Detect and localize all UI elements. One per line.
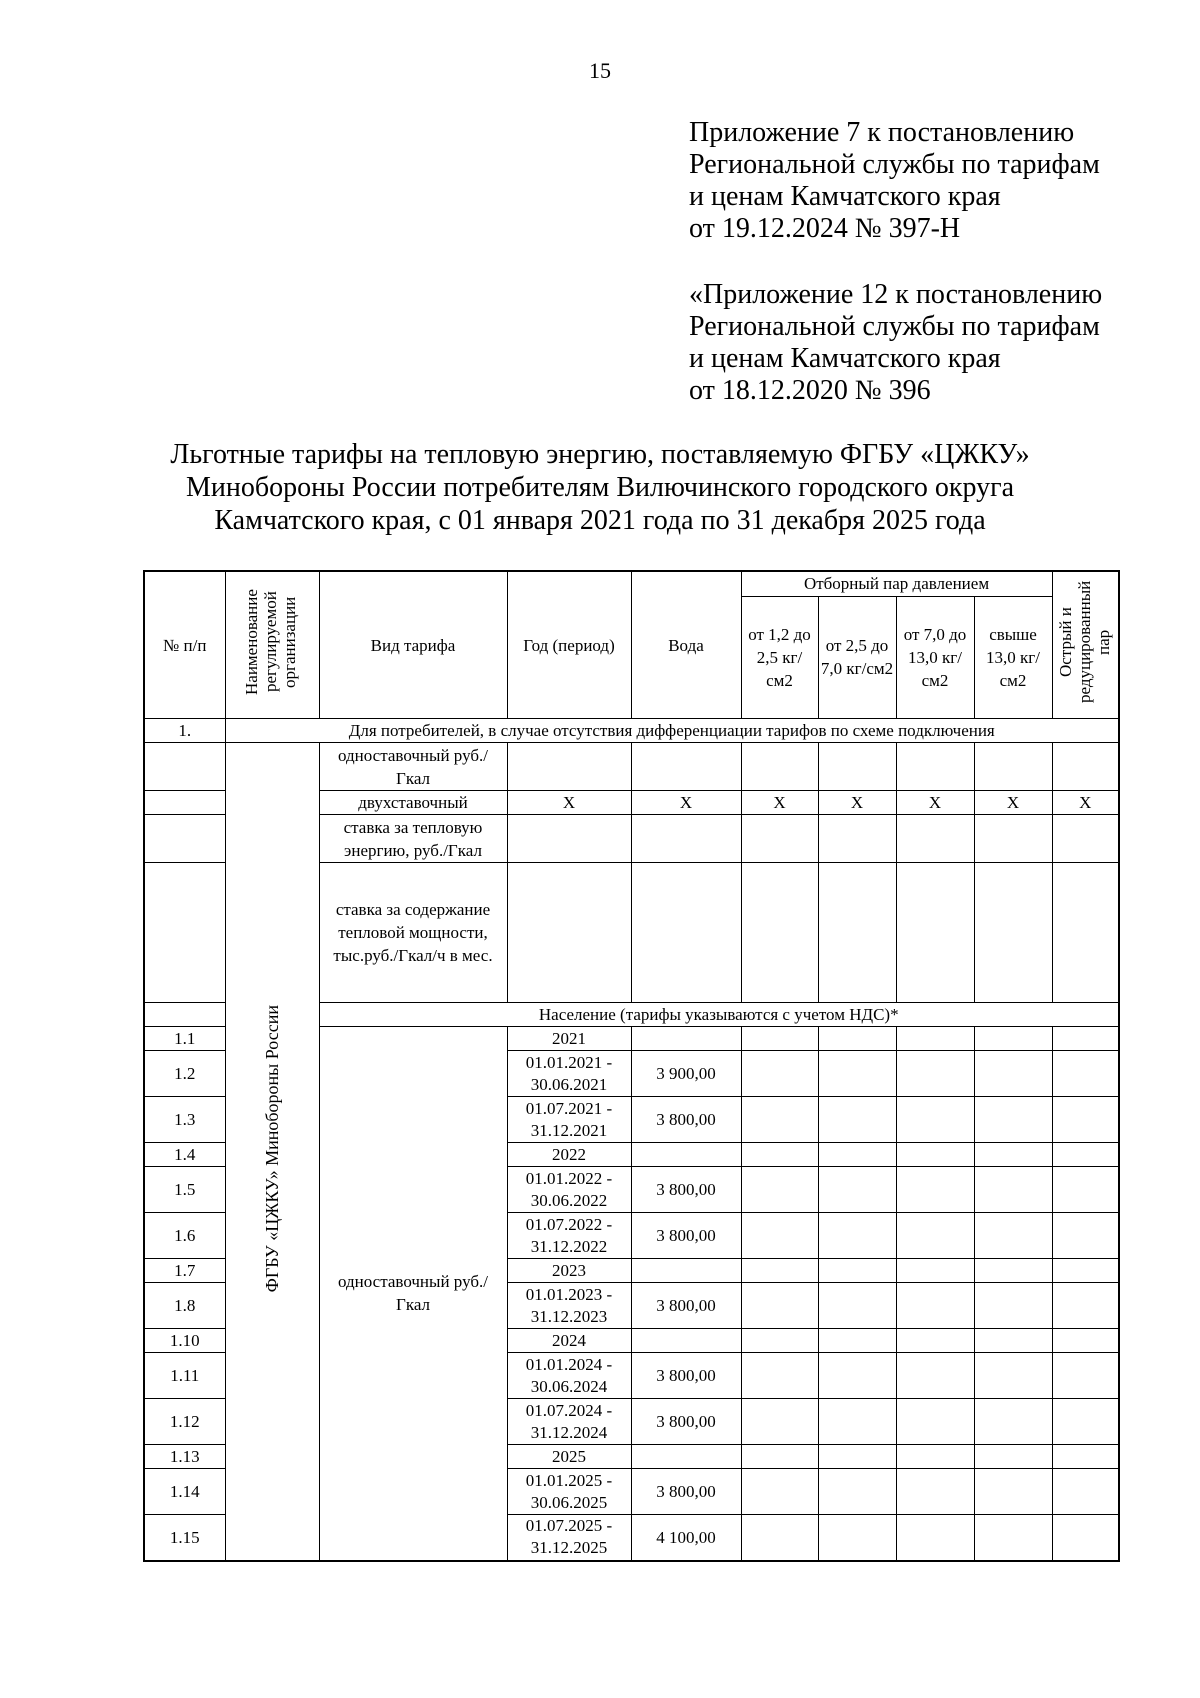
cell-empty — [818, 1283, 896, 1329]
cell-empty — [818, 1445, 896, 1469]
cell-empty — [896, 1143, 974, 1167]
cell-empty — [741, 1167, 818, 1213]
cell-empty — [896, 1027, 974, 1051]
row-num: 1.4 — [144, 1143, 225, 1167]
row-period: 2021 — [507, 1027, 631, 1051]
row-period: 01.07.2021 - 31.12.2021 — [507, 1097, 631, 1143]
cell-empty — [507, 743, 631, 791]
row-num: 1.5 — [144, 1167, 225, 1213]
cell-empty — [974, 1097, 1052, 1143]
cell-empty — [974, 1445, 1052, 1469]
header-org-text: Наименование регулируемой организации — [242, 589, 299, 695]
cell-empty — [896, 1353, 974, 1399]
cell-x: X — [818, 791, 896, 815]
cell-x: X — [631, 791, 741, 815]
row-period: 01.01.2023 - 31.12.2023 — [507, 1283, 631, 1329]
appendix-line: Региональной службы по тарифам — [689, 311, 1100, 342]
cell-empty — [974, 1353, 1052, 1399]
cell-empty — [818, 1213, 896, 1259]
cell-empty — [144, 1003, 225, 1027]
row-period: 01.07.2024 - 31.12.2024 — [507, 1399, 631, 1445]
cell-empty — [818, 815, 896, 863]
header-tariff-type: Вид тарифа — [319, 571, 507, 719]
page-number: 15 — [589, 58, 611, 83]
cell-x: X — [1052, 791, 1119, 815]
row-water: 3 800,00 — [631, 1469, 741, 1515]
cell-empty — [974, 1283, 1052, 1329]
tariff-table — [143, 570, 1120, 1562]
row-num: 1.2 — [144, 1051, 225, 1097]
section-row — [144, 719, 1119, 743]
cell-empty — [818, 1027, 896, 1051]
row-water: 3 800,00 — [631, 1399, 741, 1445]
cell-empty — [974, 1051, 1052, 1097]
row-water: 3 900,00 — [631, 1051, 741, 1097]
row-num: 1.12 — [144, 1399, 225, 1445]
cell-empty — [896, 1515, 974, 1561]
cell-empty — [741, 1515, 818, 1561]
cell-empty — [896, 1445, 974, 1469]
cell-empty — [631, 743, 741, 791]
cell-empty — [1052, 1469, 1119, 1515]
appendix-line: Региональной службы по тарифам — [689, 149, 1100, 180]
row-period: 2025 — [507, 1445, 631, 1469]
header-sharp-steam-text: Острый и редуцированный пар — [1056, 580, 1114, 704]
header-org — [225, 571, 319, 719]
row-water: 3 800,00 — [631, 1283, 741, 1329]
cell-empty — [896, 1259, 974, 1283]
cell-empty — [974, 1213, 1052, 1259]
row-num: 1.15 — [144, 1515, 225, 1561]
cell-empty — [741, 1469, 818, 1515]
cell-empty — [144, 791, 225, 815]
row-num: 1.7 — [144, 1259, 225, 1283]
cell-empty — [144, 815, 225, 863]
cell-empty — [818, 1143, 896, 1167]
cell-empty — [974, 863, 1052, 1003]
cell-empty — [974, 815, 1052, 863]
row-num: 1.3 — [144, 1097, 225, 1143]
row-water: 3 800,00 — [631, 1213, 741, 1259]
cell-empty — [896, 1213, 974, 1259]
section-title: Для потребителей, в случае отсутствия дифференциации тарифов по схеме подключения — [225, 719, 1119, 743]
cell-empty — [896, 1051, 974, 1097]
tariff-energy-rate: ставка за тепловую энергию, руб./Гкал — [319, 815, 507, 863]
cell-empty — [1052, 863, 1119, 1003]
row-period: 01.01.2024 - 30.06.2024 — [507, 1353, 631, 1399]
cell-empty — [974, 1167, 1052, 1213]
header-sharp-steam — [1052, 571, 1119, 719]
row-water — [631, 1027, 741, 1051]
row-water — [631, 1143, 741, 1167]
cell-empty — [741, 743, 818, 791]
population-title: Население (тарифы указываются с учетом НДС)* — [319, 1003, 1119, 1027]
header-steam-group: Отборный пар давлением — [741, 571, 1052, 596]
cell-empty — [1052, 1445, 1119, 1469]
org-cell — [225, 743, 319, 1561]
cell-empty — [1052, 1515, 1119, 1561]
cell-empty — [1052, 743, 1119, 791]
tariff-two-rate: двухставочный — [319, 791, 507, 815]
cell-empty — [818, 1259, 896, 1283]
cell-empty — [1052, 1399, 1119, 1445]
row-period: 2022 — [507, 1143, 631, 1167]
appendix-current — [689, 117, 1100, 245]
cell-empty — [896, 743, 974, 791]
cell-empty — [1052, 1027, 1119, 1051]
cell-empty — [896, 1283, 974, 1329]
cell-x: X — [896, 791, 974, 815]
cell-empty — [974, 1399, 1052, 1445]
title-line: Камчатского края, с 01 января 2021 года по 31 декабря 2025 года — [214, 505, 986, 536]
cell-empty — [741, 1445, 818, 1469]
cell-empty — [896, 815, 974, 863]
cell-empty — [896, 1329, 974, 1353]
cell-empty — [818, 1329, 896, 1353]
row-num: 1.14 — [144, 1469, 225, 1515]
row-period: 01.01.2025 - 30.06.2025 — [507, 1469, 631, 1515]
row-num: 1.10 — [144, 1329, 225, 1353]
cell-empty — [1052, 1097, 1119, 1143]
cell-empty — [507, 815, 631, 863]
cell-empty — [507, 863, 631, 1003]
cell-empty — [741, 1143, 818, 1167]
cell-empty — [896, 1399, 974, 1445]
cell-empty — [741, 1329, 818, 1353]
cell-empty — [1052, 1283, 1119, 1329]
cell-empty — [1052, 1259, 1119, 1283]
cell-empty — [896, 1097, 974, 1143]
title-line: Льготные тарифы на тепловую энергию, поставляемую ФГБУ «ЦЖКУ» — [170, 439, 1030, 470]
appendix-line: от 18.12.2020 № 396 — [689, 375, 931, 406]
cell-empty — [741, 1213, 818, 1259]
appendix-line: и ценам Камчатского края — [689, 181, 1001, 212]
row-num: 1.6 — [144, 1213, 225, 1259]
cell-empty — [144, 743, 225, 791]
table-row — [144, 743, 1119, 791]
row-water: 3 800,00 — [631, 1167, 741, 1213]
appendix-line: и ценам Камчатского края — [689, 343, 1001, 374]
header-num: № п/п — [144, 571, 225, 719]
appendix-line: «Приложение 12 к постановлению — [689, 279, 1103, 310]
header-steam-1: от 1,2 до 2,5 кг/см2 — [741, 596, 818, 719]
cell-empty — [818, 863, 896, 1003]
appendix-line: от 19.12.2024 № 397-Н — [689, 213, 961, 244]
cell-empty — [818, 1167, 896, 1213]
cell-empty — [631, 863, 741, 1003]
cell-empty — [741, 1283, 818, 1329]
header-water: Вода — [631, 571, 741, 719]
population-tariff-type: одноставочный руб./Гкал — [319, 1027, 507, 1561]
header-year: Год (период) — [507, 571, 631, 719]
cell-empty — [1052, 1051, 1119, 1097]
row-water: 4 100,00 — [631, 1515, 741, 1561]
section-num: 1. — [144, 719, 225, 743]
row-water — [631, 1445, 741, 1469]
header-steam-4: свыше 13,0 кг/см2 — [974, 596, 1052, 719]
cell-empty — [974, 1469, 1052, 1515]
row-water — [631, 1329, 741, 1353]
row-period: 2024 — [507, 1329, 631, 1353]
cell-empty — [741, 815, 818, 863]
cell-x: X — [507, 791, 631, 815]
row-water: 3 800,00 — [631, 1353, 741, 1399]
cell-empty — [144, 863, 225, 1003]
cell-empty — [974, 1027, 1052, 1051]
row-water: 3 800,00 — [631, 1097, 741, 1143]
cell-empty — [896, 1469, 974, 1515]
row-num: 1.13 — [144, 1445, 225, 1469]
cell-empty — [631, 815, 741, 863]
cell-empty — [1052, 1213, 1119, 1259]
cell-empty — [818, 1469, 896, 1515]
row-period: 2023 — [507, 1259, 631, 1283]
cell-empty — [818, 1515, 896, 1561]
cell-empty — [974, 1329, 1052, 1353]
row-period: 01.01.2022 - 30.06.2022 — [507, 1167, 631, 1213]
tariff-capacity-rate: ставка за содержание тепловой мощности, тыс.руб./Гкал/ч в мес. — [319, 863, 507, 1003]
row-num: 1.11 — [144, 1353, 225, 1399]
cell-empty — [741, 1027, 818, 1051]
cell-empty — [741, 1097, 818, 1143]
row-num: 1.1 — [144, 1027, 225, 1051]
cell-x: X — [741, 791, 818, 815]
cell-empty — [1052, 1353, 1119, 1399]
document-title — [0, 438, 1200, 537]
tariff-single-rate: одноставочный руб./Гкал — [319, 743, 507, 791]
cell-empty — [741, 1399, 818, 1445]
header-steam-3: от 7,0 до 13,0 кг/см2 — [896, 596, 974, 719]
appendix-original — [689, 279, 1102, 407]
cell-empty — [741, 863, 818, 1003]
cell-x: X — [974, 791, 1052, 815]
cell-empty — [741, 1353, 818, 1399]
cell-empty — [818, 1051, 896, 1097]
row-period: 01.07.2025 - 31.12.2025 — [507, 1515, 631, 1561]
header-row — [144, 571, 1119, 596]
cell-empty — [741, 1051, 818, 1097]
title-line: Минобороны России потребителям Вилючинского городского округа — [185, 472, 1015, 503]
cell-empty — [896, 863, 974, 1003]
row-water — [631, 1259, 741, 1283]
cell-empty — [1052, 1167, 1119, 1213]
org-text: ФГБУ «ЦЖКУ» Минобороны России — [262, 1004, 282, 1292]
cell-empty — [974, 1515, 1052, 1561]
cell-empty — [974, 1259, 1052, 1283]
cell-empty — [1052, 1329, 1119, 1353]
cell-empty — [818, 1097, 896, 1143]
cell-empty — [896, 1167, 974, 1213]
cell-empty — [818, 1353, 896, 1399]
appendix-line: Приложение 7 к постановлению — [689, 117, 1075, 148]
cell-empty — [974, 1143, 1052, 1167]
header-steam-2: от 2,5 до 7,0 кг/см2 — [818, 596, 896, 719]
cell-empty — [974, 743, 1052, 791]
row-num: 1.8 — [144, 1283, 225, 1329]
cell-empty — [818, 1399, 896, 1445]
cell-empty — [1052, 1143, 1119, 1167]
row-period: 01.01.2021 - 30.06.2021 — [507, 1051, 631, 1097]
cell-empty — [741, 1259, 818, 1283]
cell-empty — [818, 743, 896, 791]
cell-empty — [1052, 815, 1119, 863]
row-period: 01.07.2022 - 31.12.2022 — [507, 1213, 631, 1259]
